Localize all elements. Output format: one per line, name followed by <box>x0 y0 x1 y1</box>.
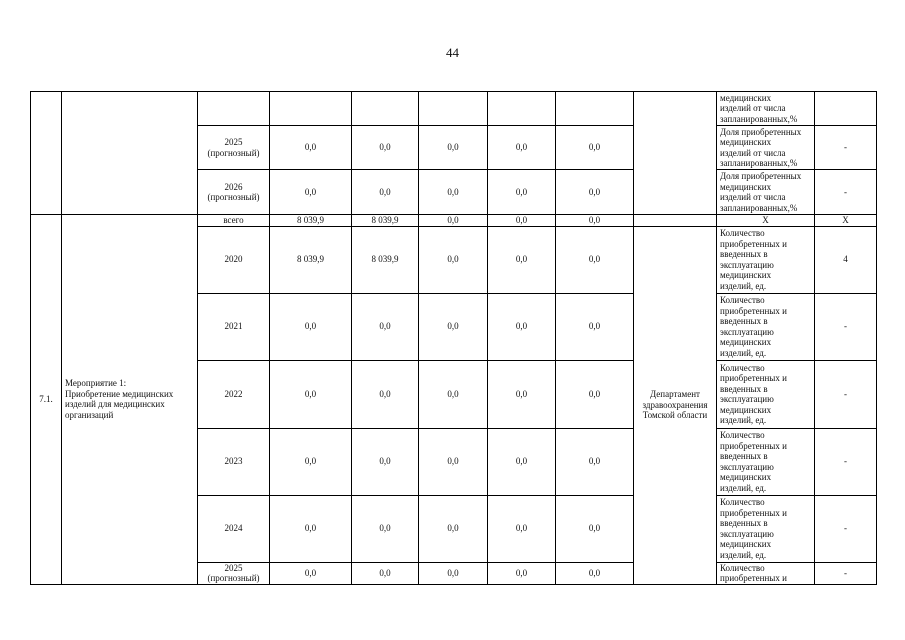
activity-number: 7.1. <box>31 215 62 585</box>
value-cell: 0,0 <box>419 170 488 215</box>
year-cell: 2022 <box>198 360 270 428</box>
department-cell <box>634 92 717 215</box>
value-cell: 0,0 <box>352 293 419 360</box>
activity-name-cell <box>62 92 198 215</box>
department-cell <box>634 215 717 227</box>
indicator-cell: Количество приобретенных и <box>717 562 815 584</box>
value-cell: 0,0 <box>556 170 634 215</box>
value-cell: 8 039,9 <box>352 226 419 293</box>
value-cell: 0,0 <box>419 226 488 293</box>
value-cell: 0,0 <box>556 428 634 495</box>
target-cell: - <box>815 170 877 215</box>
indicator-cell: Количество приобретенных и введенных в эксплуатацию медицинских изделий, ед. <box>717 360 815 428</box>
department-cell: Департамент здравоохранения Томской области <box>634 226 717 584</box>
value-cell: 0,0 <box>419 562 488 584</box>
value-cell: 0,0 <box>488 126 556 170</box>
value-cell: 0,0 <box>352 170 419 215</box>
value-cell: 0,0 <box>270 293 352 360</box>
value-cell: 0,0 <box>270 562 352 584</box>
value-cell: 0,0 <box>488 226 556 293</box>
value-cell: 0,0 <box>556 293 634 360</box>
target-cell: - <box>815 126 877 170</box>
year-cell: 2026 (прогнозный) <box>198 170 270 215</box>
value-cell: 0,0 <box>419 360 488 428</box>
table-row <box>31 215 877 227</box>
indicator-cell: Количество приобретенных и введенных в эксплуатацию медицинских изделий, ед. <box>717 226 815 293</box>
indicator-cell: медицинских изделий от числа запланированных,% <box>717 92 815 126</box>
year-cell: 2021 <box>198 293 270 360</box>
value-cell: 0,0 <box>270 360 352 428</box>
value-cell: 0,0 <box>488 428 556 495</box>
year-cell <box>198 92 270 126</box>
value-cell: 0,0 <box>352 428 419 495</box>
indicator-cell: Доля приобретенных медицинских изделий от числа запланированных,% <box>717 126 815 170</box>
number-cell <box>31 92 62 215</box>
value-cell: 0,0 <box>488 293 556 360</box>
year-cell: 2024 <box>198 495 270 562</box>
indicator-cell: Количество приобретенных и введенных в эксплуатацию медицинских изделий, ед. <box>717 293 815 360</box>
year-cell: 2025 (прогнозный) <box>198 126 270 170</box>
value-cell <box>419 92 488 126</box>
value-cell <box>556 92 634 126</box>
value-cell: 0,0 <box>488 495 556 562</box>
page-number: 44 <box>446 45 459 60</box>
program-activities-table <box>30 91 877 585</box>
value-cell: 0,0 <box>556 215 634 227</box>
value-cell: 0,0 <box>556 226 634 293</box>
value-cell: 0,0 <box>270 495 352 562</box>
value-cell <box>488 92 556 126</box>
indicator-cell: Количество приобретенных и введенных в эксплуатацию медицинских изделий, ед. <box>717 495 815 562</box>
value-cell: 0,0 <box>556 126 634 170</box>
target-cell: - <box>815 293 877 360</box>
value-cell: 0,0 <box>488 562 556 584</box>
year-cell: 2025 (прогнозный) <box>198 562 270 584</box>
value-cell: 0,0 <box>556 562 634 584</box>
indicator-cell: Х <box>717 215 815 227</box>
value-cell: 0,0 <box>352 495 419 562</box>
value-cell: 8 039,9 <box>270 215 352 227</box>
activity-name: Мероприятие 1: Приобретение медицинских изделий для медицинских организаций <box>62 215 198 585</box>
value-cell: 8 039,9 <box>352 215 419 227</box>
value-cell: 0,0 <box>419 293 488 360</box>
value-cell: 0,0 <box>419 215 488 227</box>
value-cell <box>352 92 419 126</box>
value-cell: 0,0 <box>556 495 634 562</box>
target-cell: - <box>815 360 877 428</box>
table-row <box>31 92 877 126</box>
target-cell <box>815 92 877 126</box>
indicator-cell: Количество приобретенных и введенных в эксплуатацию медицинских изделий, ед. <box>717 428 815 495</box>
value-cell: 0,0 <box>488 360 556 428</box>
value-cell: 0,0 <box>419 428 488 495</box>
value-cell: 0,0 <box>270 126 352 170</box>
value-cell <box>270 92 352 126</box>
target-cell: - <box>815 495 877 562</box>
value-cell: 8 039,9 <box>270 226 352 293</box>
value-cell: 0,0 <box>419 126 488 170</box>
target-cell: - <box>815 562 877 584</box>
indicator-cell: Доля приобретенных медицинских изделий от числа запланированных,% <box>717 170 815 215</box>
year-cell: 2023 <box>198 428 270 495</box>
target-cell: 4 <box>815 226 877 293</box>
value-cell: 0,0 <box>352 360 419 428</box>
value-cell: 0,0 <box>270 170 352 215</box>
value-cell: 0,0 <box>419 495 488 562</box>
value-cell: 0,0 <box>352 126 419 170</box>
target-cell: - <box>815 428 877 495</box>
value-cell: 0,0 <box>556 360 634 428</box>
value-cell: 0,0 <box>352 562 419 584</box>
year-cell: 2020 <box>198 226 270 293</box>
value-cell: 0,0 <box>270 428 352 495</box>
value-cell: 0,0 <box>488 170 556 215</box>
value-cell: 0,0 <box>488 215 556 227</box>
target-cell: Х <box>815 215 877 227</box>
year-cell: всего <box>198 215 270 227</box>
